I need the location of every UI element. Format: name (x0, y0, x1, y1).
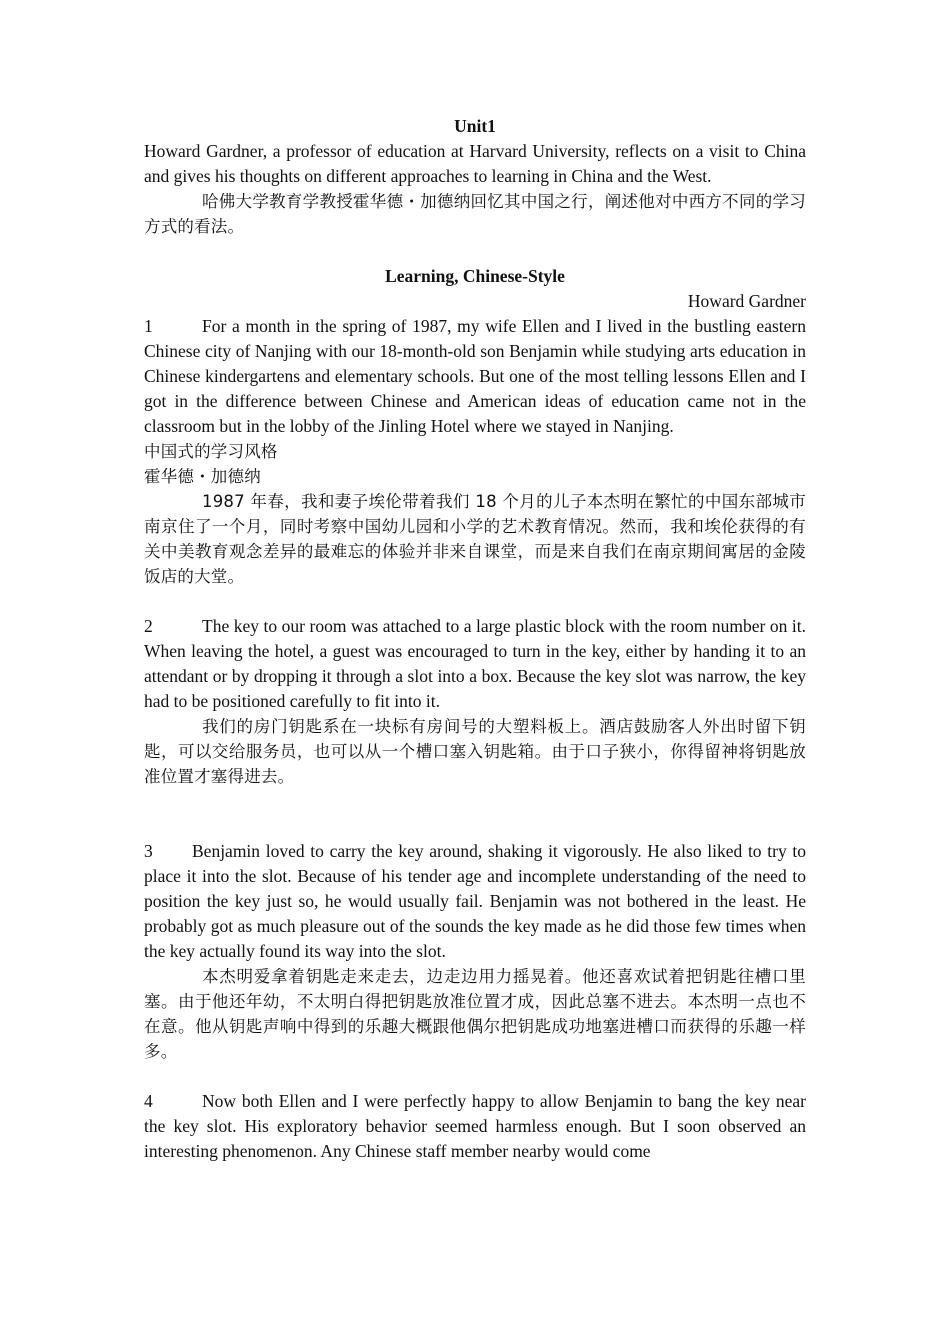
paragraph-number: 1 (144, 316, 153, 336)
paragraph-3-english (144, 839, 806, 964)
intro-english: Howard Gardner, a professor of education at Harvard University, reflects on a visit to China and gives his thoughts on different approaches to learning in China and the West. (144, 141, 806, 186)
author-name: Howard Gardner (687, 291, 806, 311)
paragraph-2-chinese: 我们的房门钥匙系在一块标有房间号的大塑料板上。酒店鼓励客人外出时留下钥匙，可以交给服务员，也可以从一个槽口塞入钥匙箱。由于口子狭小，你得留神将钥匙放准位置才塞得进去。 (144, 717, 806, 786)
intro-chinese: 哈佛大学教育学教授霍华德・加德纳回忆其中国之行，阐述他对中西方不同的学习方式的看法。 (144, 192, 806, 236)
paragraph-text: For a month in the spring of 1987, my wife Ellen and I lived in the bustling eastern Chinese city of Nanjing with our 18-month-old son Benjamin while studying arts education in Chinese kindergartens and elementary schools. But one of the most telling lessons Ellen and I got in the difference between Chinese and American ideas of education came not in the classroom but in the lobby of the Jinling Hotel where we stayed in Nanjing. (144, 316, 806, 436)
title-chinese: 中国式的学习风格 (144, 442, 278, 461)
paragraph-number: 3 (144, 841, 153, 861)
paragraph-text: The key to our room was attached to a large plastic block with the room number on it. When leaving the hotel, a guest was encouraged to turn in the key, either by handing it to an attendant or by dropping it through a slot into a box. Because the key slot was narrow, the key had to be positioned carefully to fit into it. (144, 616, 806, 711)
paragraph-text: Now both Ellen and I were perfectly happy to allow Benjamin to bang the key near the key slot. His exploratory behavior seemed harmless enough. But I soon observed an interesting phenomenon. Any Chinese staff member nearby would come (144, 1091, 806, 1161)
paragraph-number: 2 (144, 616, 153, 636)
paragraph-1-chinese: 1987 年春，我和妻子埃伦带着我们 18 个月的儿子本杰明在繁忙的中国东部城市南京住了一个月，同时考察中国幼儿园和小学的艺术教育情况。然而，我和埃伦获得的有关中美教育观念差异的最难忘的体验并非来自课堂，而是来自我们在南京期间寓居的金陵饭店的大堂。 (144, 492, 806, 586)
paragraph-number: 4 (144, 1091, 153, 1111)
paragraph-2-english (144, 614, 806, 714)
paragraph-text: Benjamin loved to carry the key around, shaking it vigorously. He also liked to try to place it into the slot. Because of his tender age and incomplete understanding of the need to position the key just so, he would usually fail. Benjamin was not bothered in the least. He probably got as much pleasure out of the sounds the key made as he did those few times when the key actually found its way into the slot. (144, 841, 806, 961)
unit-title: Unit1 (454, 116, 496, 136)
spacer (144, 589, 806, 614)
spacer (144, 789, 806, 839)
spacer (144, 239, 806, 264)
paragraph-4-english (144, 1089, 806, 1164)
spacer (144, 1064, 806, 1089)
paragraph-3-chinese: 本杰明爱拿着钥匙走来走去，边走边用力摇晃着。他还喜欢试着把钥匙往槽口里塞。由于他还年幼，不太明白得把钥匙放准位置才成，因此总塞不进去。本杰明一点也不在意。他从钥匙声响中得到的乐趣大概跟他偶尔把钥匙成功地塞进槽口而获得的乐趣一样多。 (144, 967, 806, 1061)
article-title: Learning, Chinese-Style (385, 266, 565, 286)
paragraph-1-english (144, 314, 806, 439)
author-chinese: 霍华德・加德纳 (144, 467, 261, 486)
